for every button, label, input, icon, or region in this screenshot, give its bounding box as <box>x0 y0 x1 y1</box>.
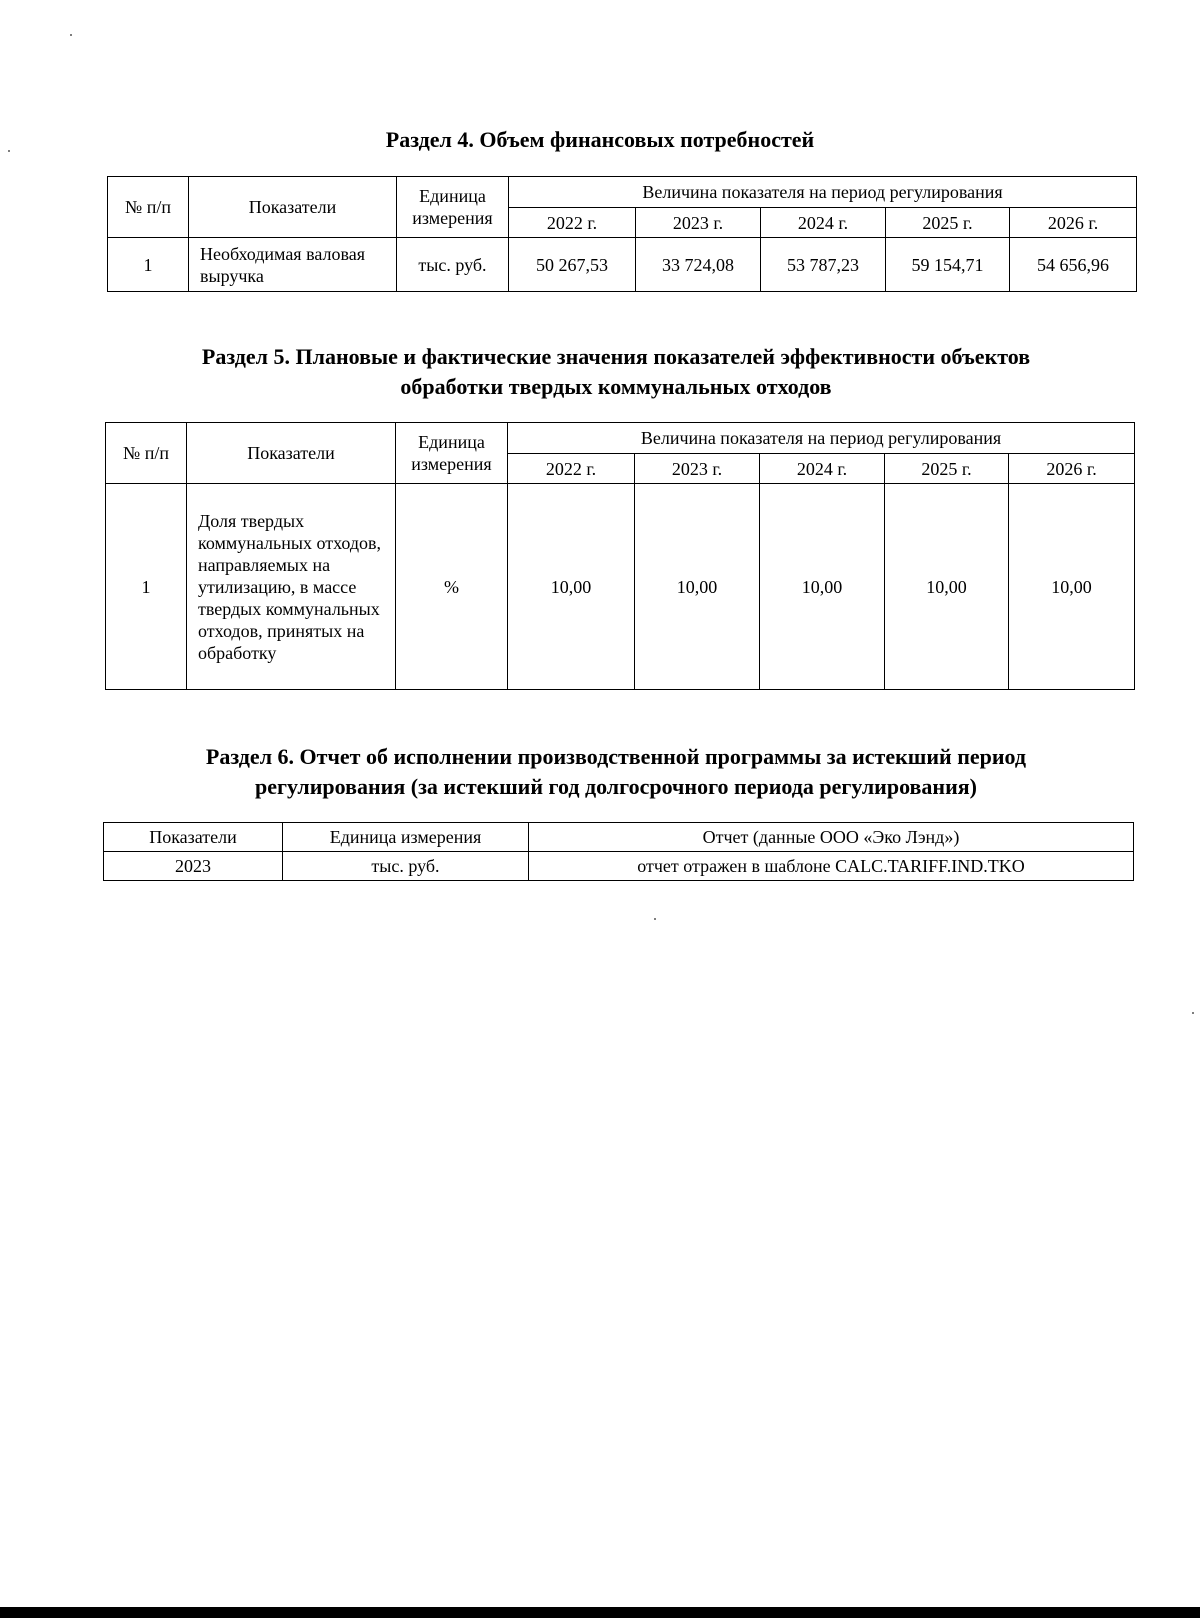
header-year: 2025 г. <box>886 208 1010 238</box>
header-indicator: Показатели <box>104 823 283 852</box>
row-value: 10,00 <box>1009 484 1135 690</box>
scan-speck <box>1192 1012 1194 1014</box>
header-year: 2024 г. <box>761 208 886 238</box>
row-value: 50 267,53 <box>509 238 636 292</box>
header-year: 2023 г. <box>636 208 761 238</box>
table-row <box>106 484 1135 690</box>
row-value: 54 656,96 <box>1010 238 1137 292</box>
header-unit: Единица измерения <box>397 177 509 238</box>
row-indicator: Доля твердых коммунальных отходов, направляемых на утилизацию, в массе твердых коммунальных отходов, принятых на обработку <box>187 484 396 690</box>
header-unit: Единица измерения <box>283 823 529 852</box>
scan-speck <box>654 918 656 920</box>
header-year: 2022 г. <box>508 454 635 484</box>
row-indicator: 2023 <box>104 852 283 881</box>
header-year: 2025 г. <box>885 454 1009 484</box>
header-year: 2026 г. <box>1009 454 1135 484</box>
header-indicator: Показатели <box>189 177 397 238</box>
row-value: 10,00 <box>760 484 885 690</box>
row-num: 1 <box>106 484 187 690</box>
row-value: 59 154,71 <box>886 238 1010 292</box>
section4-table <box>107 176 1137 292</box>
section5-title: Раздел 5. Плановые и фактические значения показателей эффективности объектов обработки твердых коммунальных отходов <box>201 344 1031 399</box>
scan-edge-bar <box>0 1607 1200 1618</box>
header-unit: Единица измерения <box>396 423 508 484</box>
header-year: 2022 г. <box>509 208 636 238</box>
header-year: 2026 г. <box>1010 208 1137 238</box>
section5-table <box>105 422 1135 690</box>
header-year: 2024 г. <box>760 454 885 484</box>
row-report: отчет отражен в шаблоне CALC.TARIFF.IND.TKO <box>529 852 1134 881</box>
header-year: 2023 г. <box>635 454 760 484</box>
header-num: № п/п <box>108 177 189 238</box>
section6-title: Раздел 6. Отчет об исполнении производственной программы за истекший период регулирования (за истекший год долгосрочного периода регулирования) <box>205 744 1027 799</box>
scan-speck <box>70 34 72 36</box>
row-unit: тыс. руб. <box>397 238 509 292</box>
row-value: 33 724,08 <box>636 238 761 292</box>
row-value: 10,00 <box>885 484 1009 690</box>
header-indicator: Показатели <box>187 423 396 484</box>
header-report: Отчет (данные ООО «Эко Лэнд») <box>529 823 1134 852</box>
scan-speck <box>8 150 10 152</box>
row-unit: тыс. руб. <box>283 852 529 881</box>
row-value: 10,00 <box>508 484 635 690</box>
row-num: 1 <box>108 238 189 292</box>
table-row <box>108 238 1137 292</box>
row-value: 53 787,23 <box>761 238 886 292</box>
section4-title: Раздел 4. Объем финансовых потребностей <box>385 127 815 152</box>
header-period: Величина показателя на период регулирования <box>509 177 1137 208</box>
row-indicator: Необходимая валовая выручка <box>189 238 397 292</box>
header-num: № п/п <box>106 423 187 484</box>
table-row <box>104 852 1134 881</box>
row-value: 10,00 <box>635 484 760 690</box>
row-unit: % <box>396 484 508 690</box>
section6-table <box>103 822 1134 881</box>
header-period: Величина показателя на период регулирования <box>508 423 1135 454</box>
